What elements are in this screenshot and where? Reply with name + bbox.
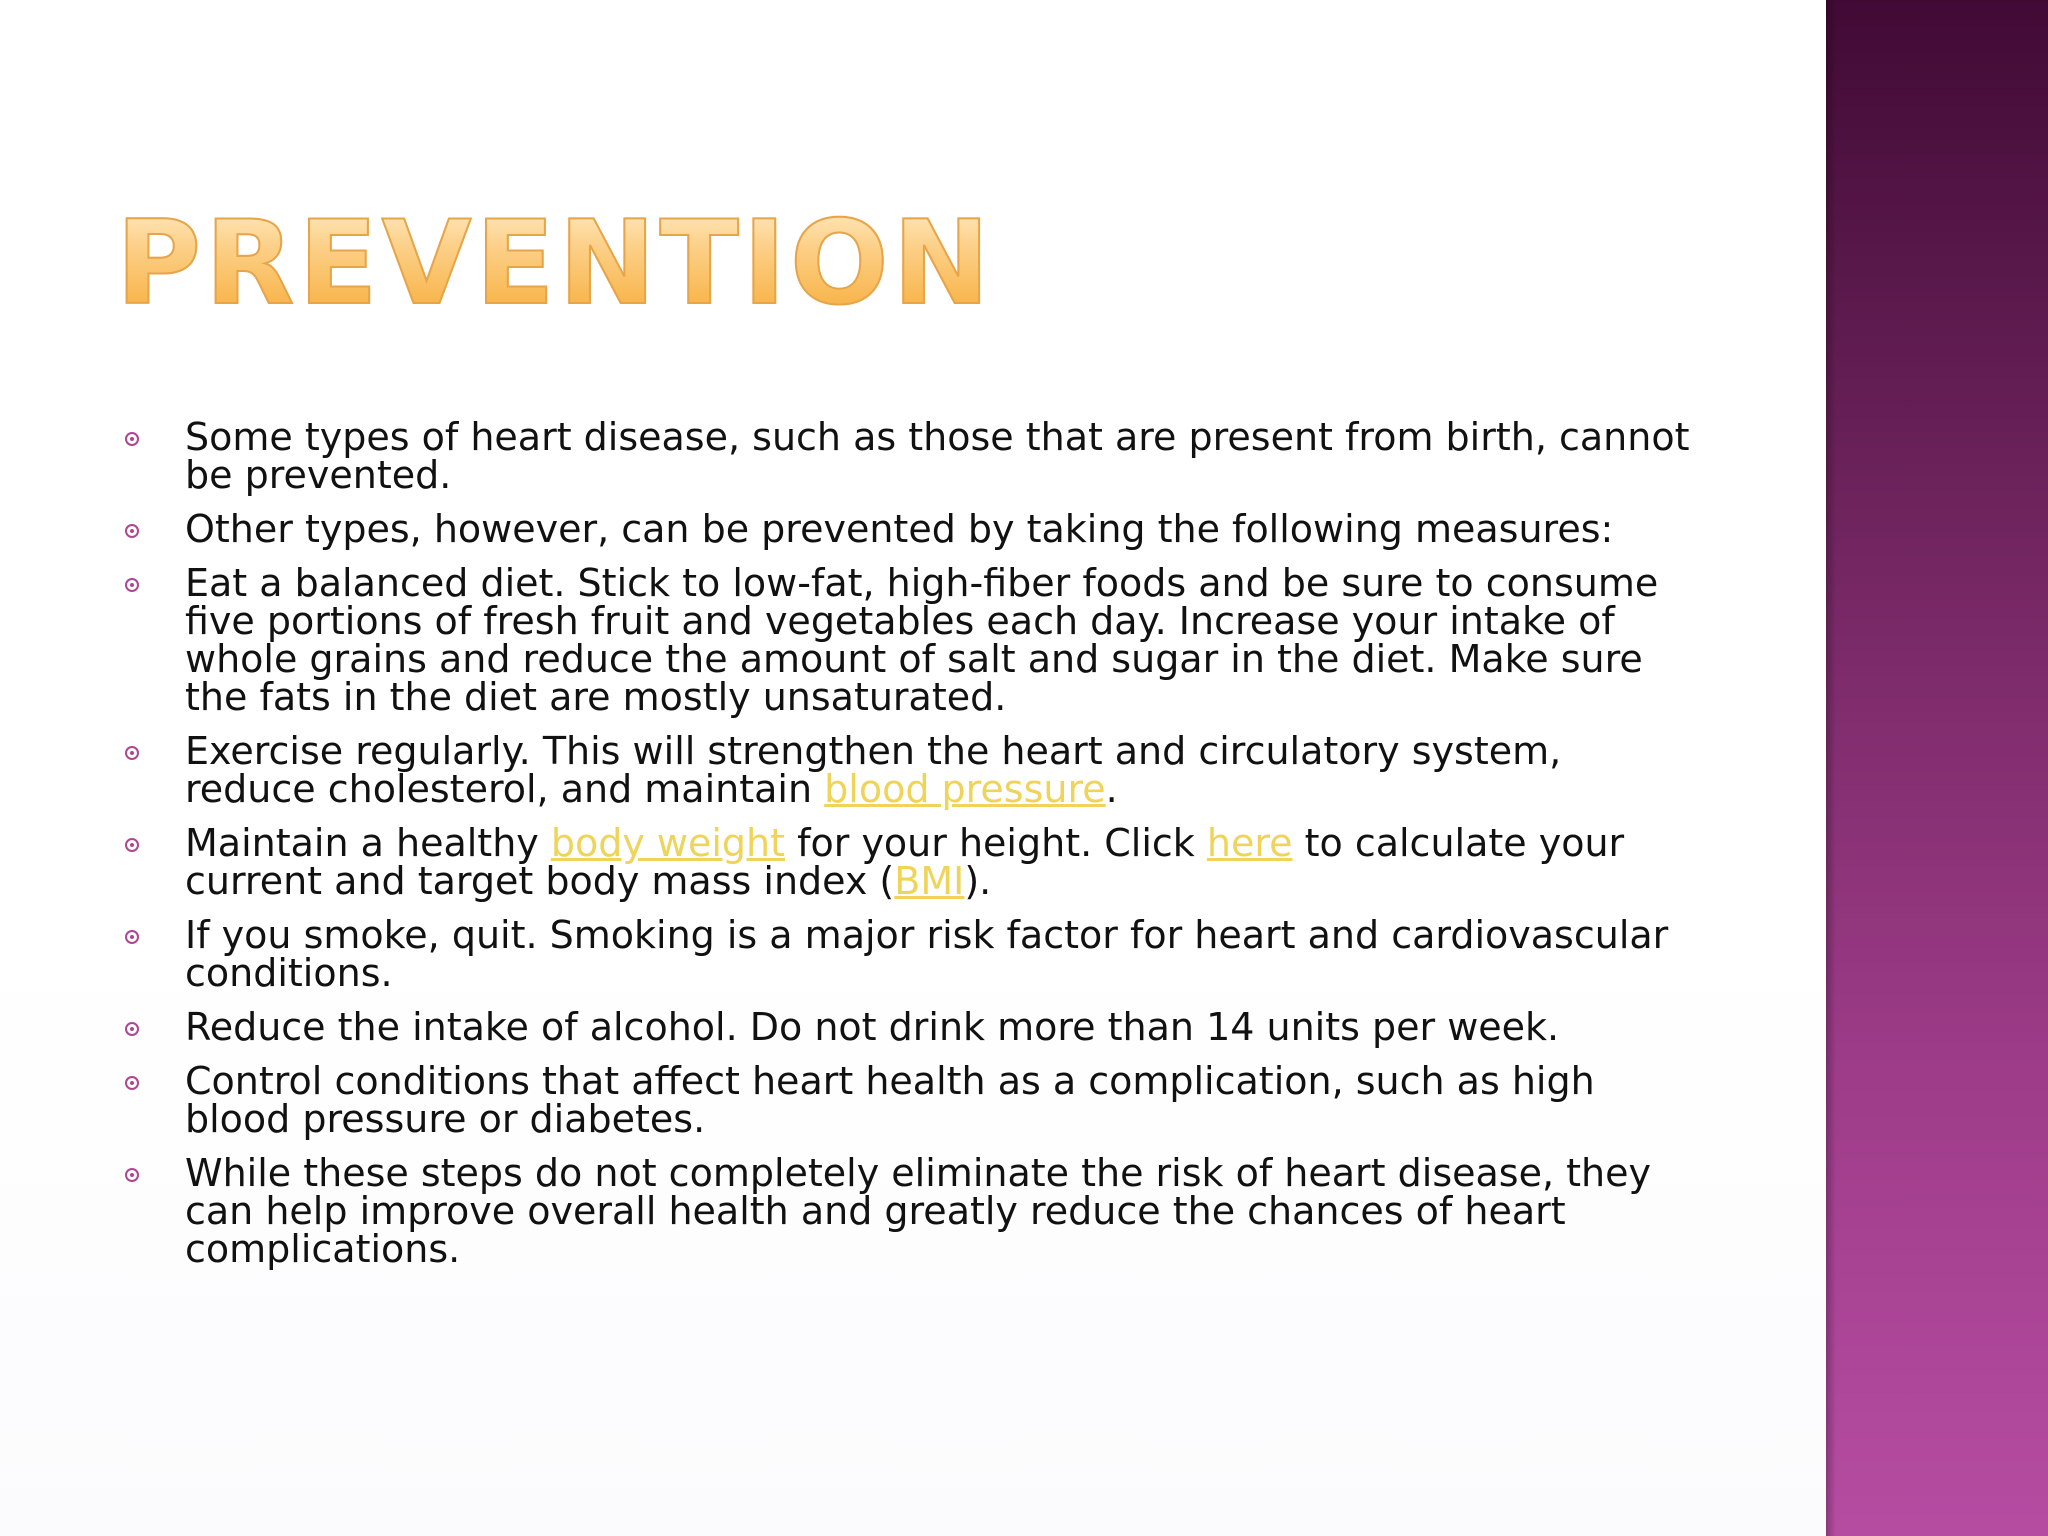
circle-dot-icon: [125, 578, 139, 592]
bullet-text: Other types, however, can be prevented by taking the following measures:: [185, 507, 1614, 551]
circle-dot-icon: [125, 524, 139, 538]
bullet-list: [123, 415, 1703, 1284]
bullet-text: While these steps do not completely eliminate the risk of heart disease, they can help improve overall health and greatly reduce the chances of heart complications.: [185, 1151, 1651, 1271]
bullet-text: ).: [964, 859, 992, 903]
bullet-text: .: [1105, 767, 1118, 811]
decorative-side-band: [1826, 0, 2048, 1536]
list-item: [123, 913, 1703, 995]
circle-dot-icon: [125, 1022, 139, 1036]
list-item: [123, 507, 1703, 551]
link-blood-pressure[interactable]: blood pressure: [824, 767, 1106, 811]
bullet-text: Exercise regularly. This will strengthen the heart and circulatory system, reduce cholesterol, and maintain: [185, 729, 1562, 811]
bullet-text: Control conditions that affect heart health as a complication, such as high blood pressure or diabetes.: [185, 1059, 1595, 1141]
bullet-text: Maintain a healthy: [185, 821, 551, 865]
bullet-text: to calculate your current and target body mass index (: [185, 821, 1625, 903]
list-item: [123, 1059, 1703, 1141]
circle-dot-icon: [125, 432, 139, 446]
bullet-text: If you smoke, quit. Smoking is a major risk factor for heart and cardiovascular conditions.: [185, 913, 1669, 995]
bullet-text: Eat a balanced diet. Stick to low-fat, high-fiber foods and be sure to consume five portions of fresh fruit and vegetables each day. Increase your intake of whole grains and reduce the amount of salt and sugar in the diet. Make sure the fats in the diet are mostly unsaturated.: [185, 561, 1659, 719]
list-item: [123, 729, 1703, 811]
list-item: [123, 561, 1703, 719]
list-item: [123, 415, 1703, 497]
link-bmi[interactable]: BMI: [894, 859, 965, 903]
bullet-text: Reduce the intake of alcohol. Do not drink more than 14 units per week.: [185, 1005, 1560, 1049]
slide-title: PREVENTION: [116, 196, 994, 331]
circle-dot-icon: [125, 930, 139, 944]
circle-dot-icon: [125, 838, 139, 852]
circle-dot-icon: [125, 746, 139, 760]
list-item: [123, 1151, 1703, 1271]
list-item: [123, 821, 1703, 903]
link-here[interactable]: here: [1206, 821, 1293, 865]
link-body-weight[interactable]: body weight: [550, 821, 786, 865]
list-item: [123, 1005, 1703, 1049]
bullet-text: for your height. Click: [785, 821, 1207, 865]
circle-dot-icon: [125, 1076, 139, 1090]
circle-dot-icon: [125, 1168, 139, 1182]
bullet-text: Some types of heart disease, such as those that are present from birth, cannot be prevented.: [185, 415, 1690, 497]
